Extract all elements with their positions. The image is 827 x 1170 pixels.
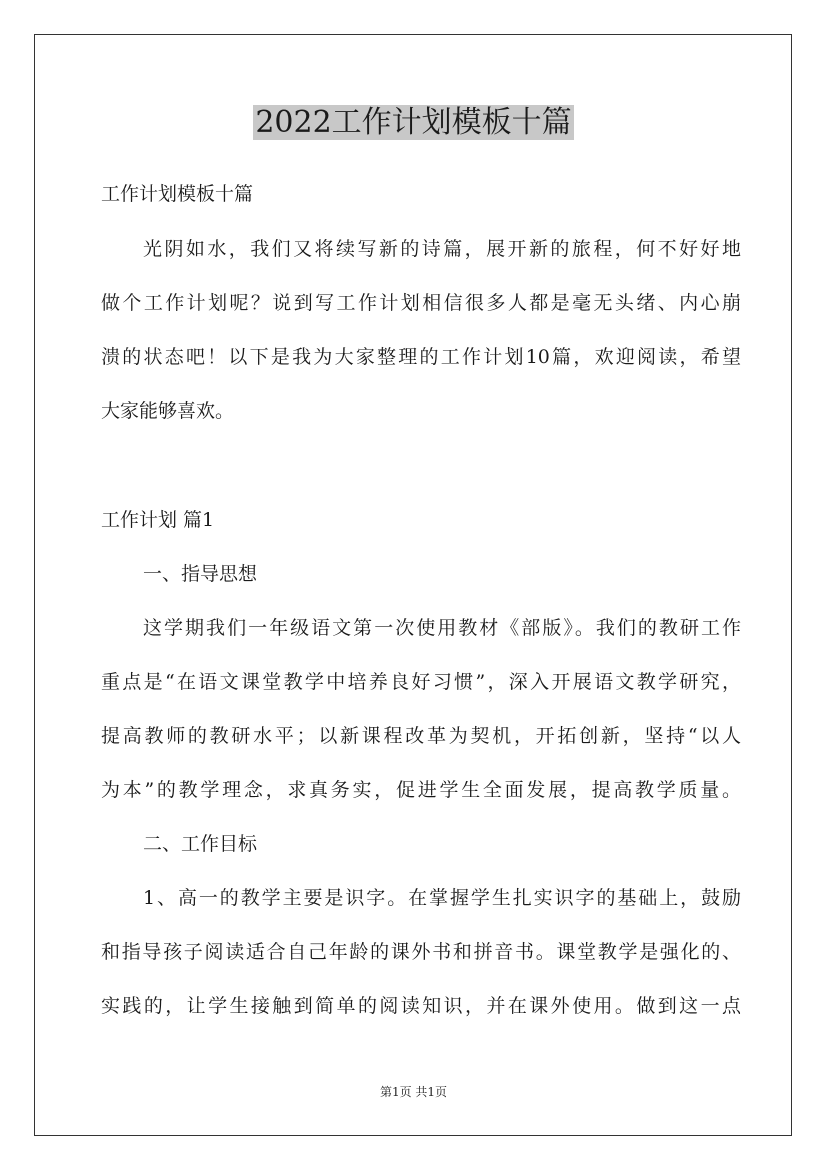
paragraph-1-line-2: 重点是“在语文课堂教学中培养良好习惯”，深入开展语文教学研究， [101, 671, 741, 693]
paragraph-2-line-1: 1、高一的教学主要是识字。在掌握学生扎实识字的基础上，鼓励 [143, 887, 741, 909]
paragraph-2-line-3: 实践的，让学生接触到简单的阅读知识，并在课外使用。做到这一点 [101, 995, 741, 1017]
subheading-guiding-thought: 一、指导思想 [143, 563, 258, 585]
intro-line-1: 光阴如水，我们又将续写新的诗篇，展开新的旅程，何不好好地 [143, 238, 741, 260]
page-footer: 第1页 共1页 [379, 1085, 448, 1099]
intro-line-4: 大家能够喜欢。 [101, 400, 235, 422]
subheading-work-goals: 二、工作目标 [143, 833, 258, 855]
paragraph-1-line-1: 这学期我们一年级语文第一次使用教材《部版》。我们的教研工作 [143, 617, 741, 639]
document-title [0, 103, 827, 143]
section-heading: 工作计划 篇1 [101, 509, 215, 531]
paragraph-2-line-2: 和指导孩子阅读适合自己年龄的课外书和拼音书。课堂教学是强化的、 [101, 941, 741, 963]
intro-line-2: 做个工作计划呢？说到写工作计划相信很多人都是毫无头绪、内心崩 [101, 292, 741, 314]
paragraph-1-line-4: 为本”的教学理念，求真务实，促进学生全面发展，提高教学质量。 [101, 779, 741, 801]
intro-line-3: 溃的状态吧！以下是我为大家整理的工作计划10篇，欢迎阅读，希望 [101, 346, 741, 368]
paragraph-1-line-3: 提高教师的教研水平；以新课程改革为契机，开拓创新，坚持“以人 [101, 725, 741, 747]
document-subtitle: 工作计划模板十篇 [101, 183, 254, 205]
document-title-text: 2022工作计划模板十篇 [255, 105, 572, 140]
